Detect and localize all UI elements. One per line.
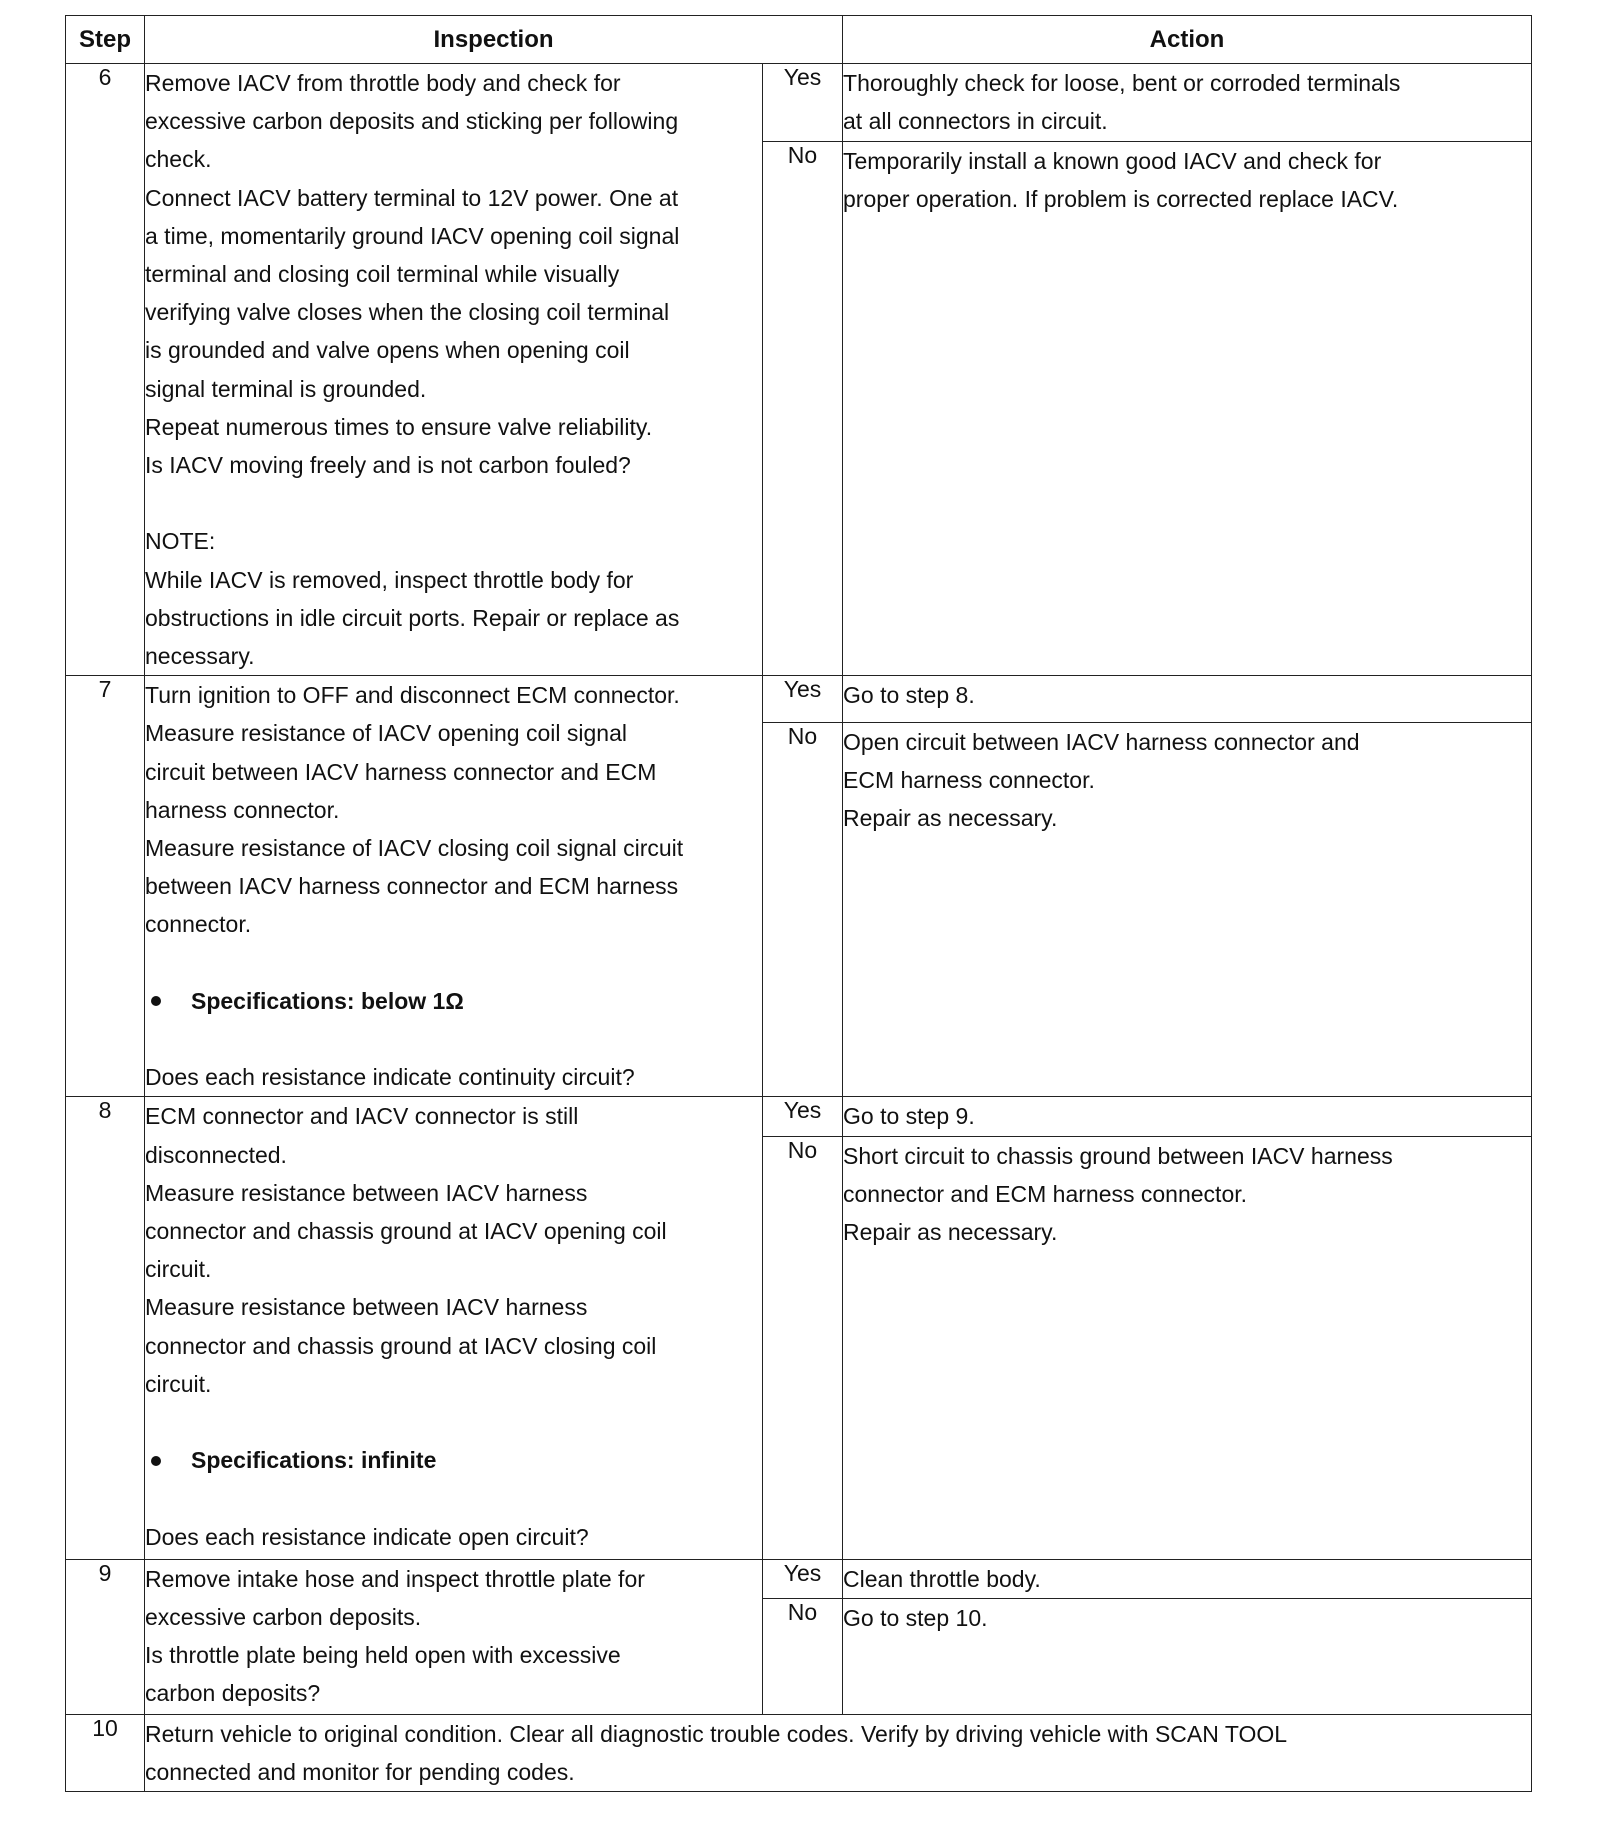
inspection-line: connector.: [145, 911, 252, 938]
inspection-line: Repeat numerous times to ensure valve reliability.: [145, 413, 653, 440]
inspection-line: necessary.: [145, 643, 255, 670]
inspection-line: is grounded and valve opens when opening coil: [145, 337, 630, 364]
inspection-line: Turn ignition to OFF and disconnect ECM connector.: [145, 682, 680, 709]
header-inspection: Inspection: [145, 16, 843, 64]
table-row: [66, 676, 1532, 723]
inspection-cell: [145, 676, 763, 1097]
yes-label: Yes: [763, 1097, 843, 1136]
table-row: [66, 1714, 1532, 1791]
final-line: connected and monitor for pending codes.: [145, 1759, 575, 1786]
inspection-line: Is IACV moving freely and is not carbon fouled?: [145, 452, 631, 479]
action-line: Repair as necessary.: [843, 1219, 1058, 1246]
header-action: Action: [843, 16, 1532, 64]
inspection-line: circuit between IACV harness connector and ECM: [145, 758, 657, 785]
inspection-line: obstructions in idle circuit ports. Repair or replace as: [145, 604, 680, 631]
inspection-line: Does each resistance indicate open circuit?: [145, 1523, 589, 1550]
inspection-cell: [145, 64, 763, 676]
inspection-line: Measure resistance of IACV opening coil signal: [145, 720, 627, 747]
specification-text: Specifications: below 1Ω: [191, 987, 464, 1014]
no-label: No: [763, 1136, 843, 1559]
table-row: [66, 1097, 1532, 1136]
final-step-text: [145, 1714, 1532, 1791]
inspection-line: [145, 944, 762, 982]
action-line: proper operation. If problem is corrected replace IACV.: [843, 186, 1399, 213]
inspection-line: circuit.: [145, 1256, 212, 1283]
inspection-line: excessive carbon deposits and sticking per following: [145, 108, 679, 135]
final-line: Return vehicle to original condition. Clear all diagnostic trouble codes. Verify by driving vehicle with SCAN TOOL: [145, 1720, 1288, 1747]
action-line: Clean throttle body.: [843, 1565, 1041, 1592]
inspection-line: check.: [145, 146, 212, 173]
step-number: 10: [66, 1714, 145, 1791]
step-number: 6: [66, 64, 145, 676]
inspection-line: between IACV harness connector and ECM harness: [145, 873, 679, 900]
bullet-icon: [151, 1456, 161, 1466]
action-line: Go to step 9.: [843, 1103, 975, 1130]
yes-action: [843, 1559, 1532, 1598]
inspection-line: While IACV is removed, inspect throttle body for: [145, 566, 634, 593]
header-step: Step: [66, 16, 145, 64]
no-action: [843, 1598, 1532, 1714]
inspection-line: harness connector.: [145, 796, 340, 823]
inspection-line: Does each resistance indicate continuity circuit?: [145, 1064, 635, 1091]
yes-action: [843, 1097, 1532, 1136]
action-line: Thoroughly check for loose, bent or corroded terminals: [843, 70, 1401, 96]
diagnostic-table: [65, 15, 1532, 1792]
inspection-line: Measure resistance between IACV harness: [145, 1179, 588, 1206]
inspection-line: [145, 1020, 762, 1058]
no-action: [843, 1136, 1532, 1559]
inspection-line: excessive carbon deposits.: [145, 1603, 422, 1630]
action-line: Temporarily install a known good IACV and check for: [843, 147, 1382, 174]
inspection-line: terminal and closing coil terminal while visually: [145, 261, 620, 288]
inspection-line: Measure resistance of IACV closing coil signal circuit: [145, 835, 684, 862]
inspection-line: disconnected.: [145, 1141, 287, 1168]
inspection-line: Connect IACV battery terminal to 12V power. One at: [145, 184, 679, 211]
action-line: Short circuit to chassis ground between IACV harness: [843, 1142, 1393, 1169]
inspection-line: connector and chassis ground at IACV closing coil: [145, 1332, 657, 1359]
table-row: [66, 64, 1532, 142]
no-action: [843, 141, 1532, 675]
inspection-line: Remove IACV from throttle body and check for: [145, 70, 621, 96]
inspection-line: connector and chassis ground at IACV opening coil: [145, 1218, 667, 1245]
inspection-line: [145, 484, 762, 522]
inspection-line: NOTE:: [145, 528, 216, 555]
step-number: 9: [66, 1559, 145, 1714]
action-line: at all connectors in circuit.: [843, 108, 1108, 135]
inspection-line: [145, 1479, 762, 1517]
inspection-line: ECM connector and IACV connector is still: [145, 1103, 579, 1130]
specification-line: [145, 1441, 762, 1479]
inspection-line: circuit.: [145, 1370, 212, 1397]
inspection-line: Remove intake hose and inspect throttle plate for: [145, 1565, 645, 1592]
inspection-line: carbon deposits?: [145, 1680, 321, 1707]
header-row: [66, 16, 1532, 64]
action-line: Open circuit between IACV harness connector and: [843, 728, 1360, 755]
inspection-line: a time, momentarily ground IACV opening coil signal: [145, 222, 680, 249]
yes-label: Yes: [763, 676, 843, 723]
no-action: [843, 722, 1532, 1096]
specification-line: [145, 982, 762, 1020]
inspection-line: Measure resistance between IACV harness: [145, 1294, 588, 1321]
no-label: No: [763, 141, 843, 675]
action-line: ECM harness connector.: [843, 767, 1095, 794]
inspection-line: signal terminal is grounded.: [145, 375, 427, 402]
table-row: [66, 1559, 1532, 1598]
inspection-cell: [145, 1559, 763, 1714]
no-label: No: [763, 722, 843, 1096]
bullet-icon: [151, 996, 161, 1006]
inspection-line: verifying valve closes when the closing coil terminal: [145, 299, 670, 326]
yes-action: [843, 64, 1532, 142]
action-line: Go to step 10.: [843, 1604, 988, 1631]
yes-label: Yes: [763, 1559, 843, 1598]
no-label: No: [763, 1598, 843, 1714]
inspection-line: Is throttle plate being held open with excessive: [145, 1642, 621, 1669]
inspection-cell: [145, 1097, 763, 1559]
yes-label: Yes: [763, 64, 843, 142]
action-line: Repair as necessary.: [843, 805, 1058, 832]
step-number: 8: [66, 1097, 145, 1559]
inspection-line: [145, 1403, 762, 1441]
yes-action: [843, 676, 1532, 723]
action-line: connector and ECM harness connector.: [843, 1180, 1248, 1207]
action-line: Go to step 8.: [843, 682, 975, 709]
specification-text: Specifications: infinite: [191, 1447, 437, 1474]
step-number: 7: [66, 676, 145, 1097]
